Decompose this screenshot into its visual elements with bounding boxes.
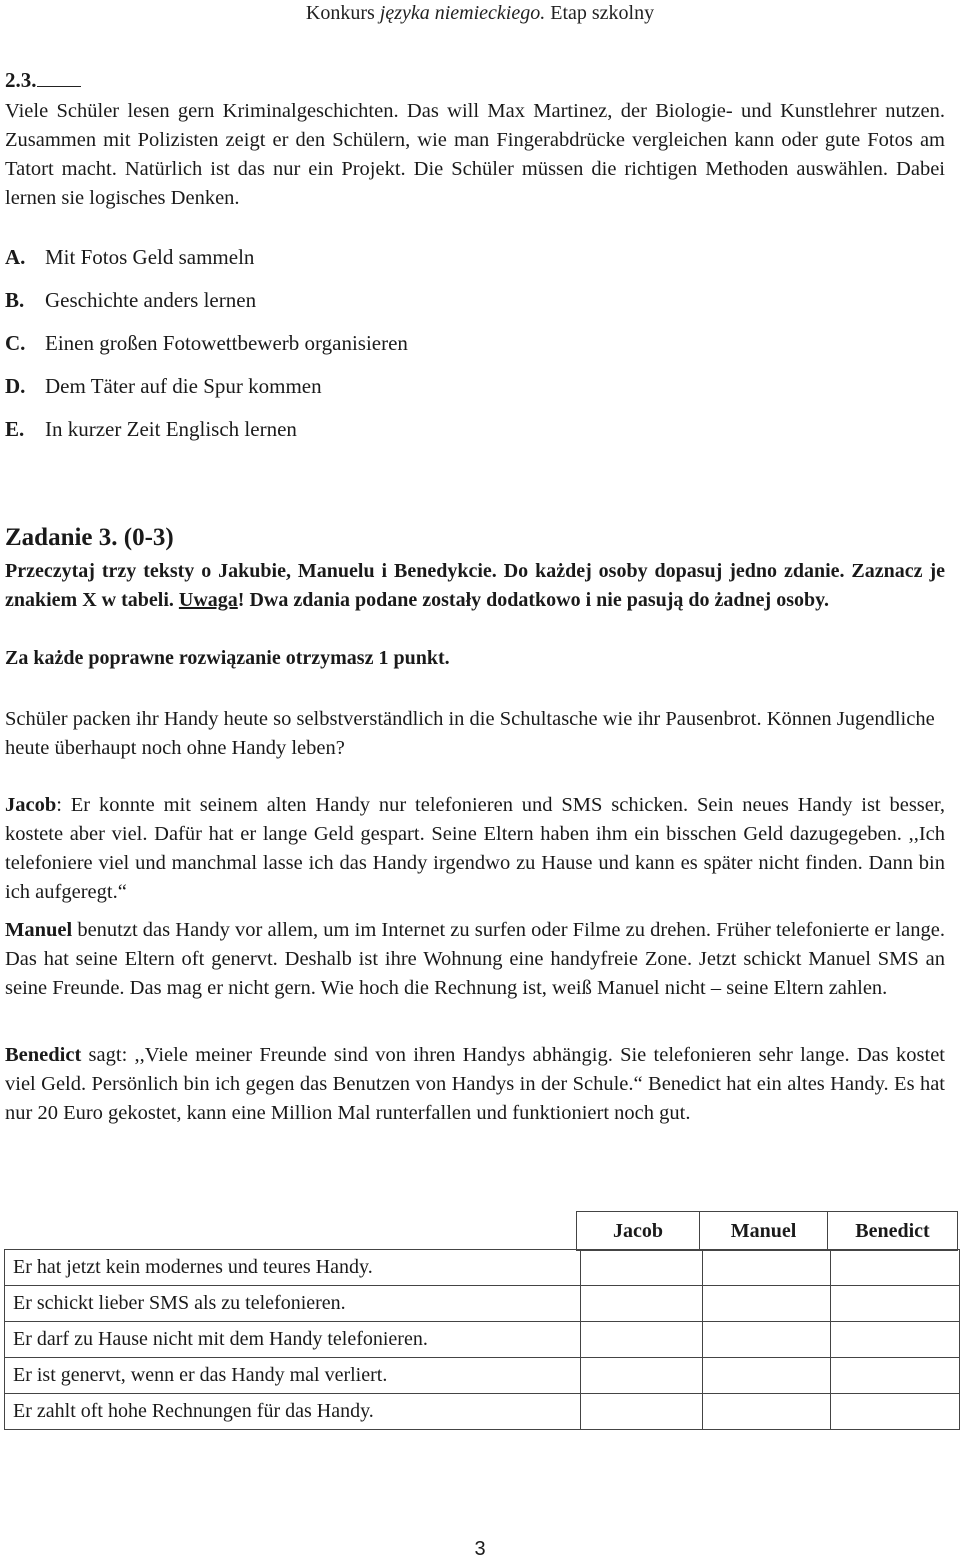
task3-instructions: Przeczytaj trzy teksty o Jakubie, Manuelu i Benedykcie. Do każdej osoby dopasuj jedno zdanie. Zaznacz je znakiem X w tabeli. Uwaga! Dwa zdania podane zostały dodatkowo i nie pasują do żadnej osoby. — [5, 560, 945, 611]
col-manuel: Manuel — [700, 1212, 828, 1251]
statement-cell: Er zahlt oft hohe Rechnungen für das Handy. — [5, 1394, 581, 1430]
table-row — [5, 1322, 960, 1358]
answer-cell[interactable] — [830, 1394, 959, 1430]
statement-cell: Er schickt lieber SMS als zu telefonieren. — [5, 1286, 581, 1322]
answer-cell[interactable] — [830, 1358, 959, 1394]
option-d: D. Dem Täter auf die Spur kommen — [5, 374, 322, 398]
answer-cell[interactable] — [580, 1394, 702, 1430]
answer-blank[interactable] — [37, 68, 81, 87]
answer-cell[interactable] — [830, 1250, 959, 1286]
header-right: Etap szkolny — [545, 2, 655, 24]
answer-cell[interactable] — [580, 1322, 702, 1358]
option-e: E. In kurzer Zeit Englisch lernen — [5, 417, 297, 441]
answer-cell[interactable] — [580, 1286, 702, 1322]
task-text: Viele Schüler lesen gern Kriminalgeschichten. Das will Max Martinez, der Biologie- und Kunstlehrer nutzen. Zusammen mit Polizisten zeigt er den Schülern, wie man Fingerabdrücke vergleichen kann oder gute Fotos am Tatort macht. Natürlich ist das nur ein Projekt. Die Schüler müssen die richtigen Methoden auswählen. Dabei lernen sie logisches Denken. — [5, 100, 945, 209]
answer-table — [4, 1249, 960, 1430]
manuel-paragraph: Manuel benutzt das Handy vor allem, um im Internet zu surfen oder Filme zu drehen. Früher telefonierte er lange. Das hat seine Eltern oft genervt. Deshalb ist ihre Wohnung eine handyfreie Zone. Jetzt schickt Manuel SMS an seine Freunde. Das mag er nicht gern. Wie hoch die Rechnung ist, weiß Manuel nicht – seine Eltern zahlen. — [5, 919, 945, 999]
answer-cell[interactable] — [830, 1322, 959, 1358]
answer-cell[interactable] — [703, 1250, 830, 1286]
option-a: A. Mit Fotos Geld sammeln — [5, 245, 255, 269]
statement-cell: Er hat jetzt kein modernes und teures Handy. — [5, 1250, 581, 1286]
option-c: C. Einen großen Fotowettbewerb organisieren — [5, 331, 408, 355]
table-row — [5, 1358, 960, 1394]
header-italic: języka niemieckiego. — [379, 2, 546, 24]
statement-cell: Er ist genervt, wenn er das Handy mal verliert. — [5, 1358, 581, 1394]
table-row — [5, 1394, 960, 1430]
table-row — [5, 1250, 960, 1286]
header-left: Konkurs — [305, 2, 380, 24]
answer-cell[interactable] — [580, 1358, 702, 1394]
col-benedict: Benedict — [828, 1212, 958, 1251]
statement-cell: Er darf zu Hause nicht mit dem Handy telefonieren. — [5, 1322, 581, 1358]
page-header — [0, 2, 960, 25]
jacob-paragraph: Jacob: Er konnte mit seinem alten Handy nur telefonieren und SMS schicken. Sein neues Handy ist besser, kostete aber viel. Dafür hat er lange Geld gespart. Seine Eltern haben ihm ein bisschen Geld dazugegeben. ,,Ich telefoniere viel und manchmal lasse ich das Handy irgendwo zu Hause und kann es später nicht finden. Dann bin ich aufgeregt.“ — [5, 794, 945, 903]
col-jacob: Jacob — [577, 1212, 700, 1251]
option-b: B. Geschichte anders lernen — [5, 288, 257, 312]
task-number: 2.3. — [5, 68, 81, 93]
answer-cell[interactable] — [703, 1322, 830, 1358]
answer-cell[interactable] — [580, 1250, 702, 1286]
answer-cell[interactable] — [703, 1394, 830, 1430]
task3-scoring: Za każde poprawne rozwiązanie otrzymasz 1 punkt. — [5, 647, 450, 669]
answer-table-header — [576, 1211, 958, 1251]
task3-title: Zadanie 3. (0-3) — [5, 524, 174, 551]
benedict-paragraph: Benedict sagt: ,,Viele meiner Freunde sind von ihren Handys abhängig. Sie telefonieren sehr lange. Das kostet viel Geld. Persönlich bin ich gegen das Benutzen von Handys in der Schule.“ Benedict hat ein altes Handy. Es hat nur 20 Euro gekostet, kann eine Million Mal runterfallen und funktioniert noch gut. — [5, 1044, 945, 1124]
page-number: 3 — [474, 1538, 486, 1560]
answer-cell[interactable] — [830, 1286, 959, 1322]
intro-text: Schüler packen ihr Handy heute so selbstverständlich in die Schultasche wie ihr Pausenbrot. Können Jugendliche heute überhaupt noch ohne Handy leben? — [5, 708, 935, 759]
uwaga-label: Uwaga — [178, 589, 238, 611]
answer-cell[interactable] — [703, 1286, 830, 1322]
table-row — [5, 1286, 960, 1322]
answer-cell[interactable] — [703, 1358, 830, 1394]
